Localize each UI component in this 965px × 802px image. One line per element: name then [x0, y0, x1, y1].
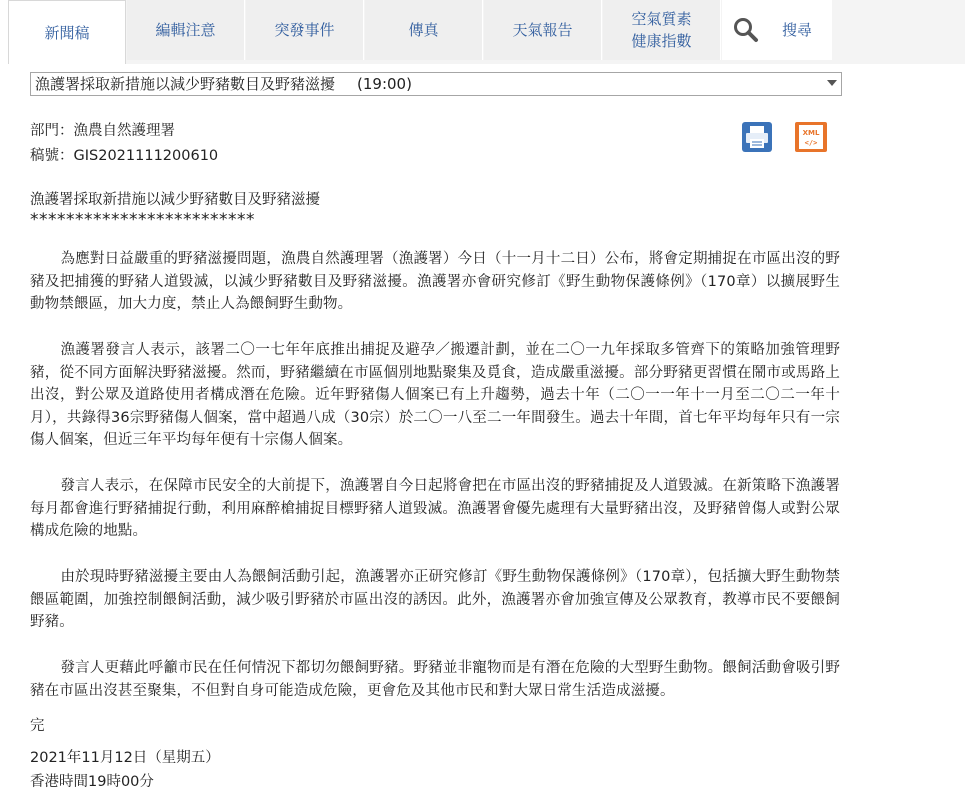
reference-number: 稿號：GIS2021111200610 — [30, 148, 219, 164]
search-icon — [732, 16, 760, 44]
search-button[interactable]: 搜尋 — [722, 0, 832, 60]
article-title: 漁護署採取新措施以減少野豬數目及野豬滋擾 — [30, 192, 320, 208]
chevron-down-icon — [827, 80, 837, 86]
tab-weather-report[interactable]: 天氣報告 — [484, 0, 602, 60]
article-paragraph: 為應對日益嚴重的野豬滋擾問題，漁農自然護理署（漁護署）今日（十一月十二日）公布，將會定期捕捉在市區出沒的野豬及把捕獲的野豬人道毀滅，以減少野豬數目及野豬滋擾。漁護署亦會研究修訂《野生動物保護條例》（170章）以擴展野生動物禁餵區，加大力度，禁止人為餵飼野生動物。 — [30, 251, 840, 312]
selected-title: 漁護署採取新措施以減少野豬數目及野豬滋擾 — [35, 75, 336, 93]
xml-icon[interactable] — [795, 122, 827, 152]
release-date: 2021年11月12日（星期五） — [30, 750, 220, 766]
department: 部門：漁農自然護理署 — [30, 123, 175, 139]
tab-editor-notes[interactable]: 編輯注意 — [127, 0, 245, 60]
article-paragraph: 發言人更藉此呼籲市民在任何情況下都切勿餵飼野豬。野豬並非寵物而是有潛在危險的大型野生動物。餵飼活動會吸引野豬在市區出沒甚至聚集，不但對自身可能造成危險，更會危及其他市民和對大眾日常生活造成滋擾。 — [30, 660, 840, 699]
top-navigation — [0, 0, 965, 64]
article-paragraph: 發言人表示，在保障市民安全的大前提下，漁護署自今日起將會把在市區出沒的野豬捕捉及人道毀滅。在新策略下漁護署每月都會進行野豬捕捉行動，利用麻醉槍捕捉目標野豬人道毀滅。漁護署會優先處理有大量野豬出沒，及野豬曾傷人或對公眾構成危險的地點。 — [30, 478, 840, 539]
tab-fax[interactable]: 傳真 — [365, 0, 483, 60]
svg-text:</>: </> — [804, 139, 818, 147]
selected-time: (19:00) — [357, 75, 412, 93]
article-paragraph: 漁護署發言人表示，該署二〇一七年年底推出捕捉及避孕／搬遷計劃，並在二〇一九年採取多管齊下的策略加強管理野豬，從不同方面解決野豬滋擾。然而，野豬繼續在市區個別地點聚集及覓食，造成嚴重滋擾。部分野豬更習慣在鬧市或馬路上出沒，對公眾及道路使用者構成潛在危險。近年野豬傷人個案已有上升趨勢，過去十年（二〇一一年十一月至二〇二一年十月），共錄得36宗野豬傷人個案，當中超過八成（30宗）於二〇一八至二一年間發生。過去十年間，首七年平均每年只有一宗傷人個案，但近三年平均每年便有十宗傷人個案。 — [30, 342, 840, 448]
press-release-select[interactable] — [30, 72, 842, 96]
tab-press-releases[interactable]: 新聞稿 — [8, 0, 126, 64]
tab-emergencies[interactable]: 突發事件 — [246, 0, 364, 60]
article-end: 完 — [30, 718, 45, 734]
title-underline: ************************* — [30, 210, 255, 230]
release-time: 香港時間19時00分 — [30, 774, 154, 790]
print-icon[interactable] — [742, 122, 772, 152]
svg-text:XML: XML — [802, 129, 820, 137]
tab-air-quality[interactable]: 空氣質素 健康指數 — [603, 0, 721, 60]
article-paragraph: 由於現時野豬滋擾主要由人為餵飼活動引起，漁護署亦正研究修訂《野生動物保護條例》（170章），包括擴大野生動物禁餵區範圍，加強控制餵飼活動，減少吸引野豬於市區出沒的誘因。此外，漁護署亦會加強宣傳及公眾教育，教導市民不要餵飼野豬。 — [30, 569, 840, 630]
